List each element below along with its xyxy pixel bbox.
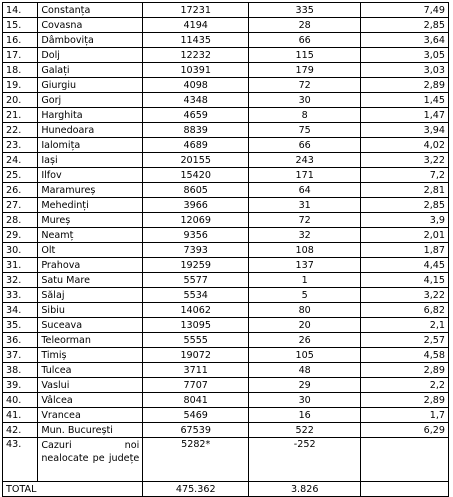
- new-cases-cell: 64: [249, 183, 361, 198]
- new-cases-cell: 108: [249, 243, 361, 258]
- county-name: Dolj: [38, 48, 143, 63]
- row-number: 35.: [3, 318, 38, 333]
- table-row: [3, 393, 449, 408]
- cases-cell: 9356: [143, 228, 249, 243]
- row-number: 15.: [3, 18, 38, 33]
- county-name: Prahova: [38, 258, 143, 273]
- new-cases-cell: 31: [249, 198, 361, 213]
- county-name: Constanța: [38, 3, 143, 18]
- rate-cell: 2,2: [361, 378, 449, 393]
- total-rate-cell: [361, 482, 449, 497]
- table-row: [3, 153, 449, 168]
- row-number: 36.: [3, 333, 38, 348]
- new-cases-cell: 29: [249, 378, 361, 393]
- cases-cell: 4689: [143, 138, 249, 153]
- total-cases-cell: 475.362: [143, 482, 249, 497]
- new-cases-cell: 30: [249, 93, 361, 108]
- county-name: Mehedinți: [38, 198, 143, 213]
- new-cases-cell: 20: [249, 318, 361, 333]
- table-row: [3, 198, 449, 213]
- county-name: Ilfov: [38, 168, 143, 183]
- rate-cell: 2,1: [361, 318, 449, 333]
- new-cases-cell: -252: [249, 438, 361, 482]
- new-cases-cell: 32: [249, 228, 361, 243]
- row-number: 39.: [3, 378, 38, 393]
- cases-cell: 7707: [143, 378, 249, 393]
- row-number: 27.: [3, 198, 38, 213]
- county-name: Tulcea: [38, 363, 143, 378]
- rate-cell: 2,89: [361, 393, 449, 408]
- county-name: Neamț: [38, 228, 143, 243]
- new-cases-cell: 137: [249, 258, 361, 273]
- new-cases-cell: 105: [249, 348, 361, 363]
- table-row: [3, 108, 449, 123]
- new-cases-cell: 72: [249, 213, 361, 228]
- county-cases-table: [2, 2, 449, 497]
- table-row: [3, 408, 449, 423]
- new-cases-cell: 5: [249, 288, 361, 303]
- county-name: Olt: [38, 243, 143, 258]
- county-name: Sibiu: [38, 303, 143, 318]
- cases-cell: 8041: [143, 393, 249, 408]
- row-number: 24.: [3, 153, 38, 168]
- rate-cell: 2,89: [361, 363, 449, 378]
- row-number: 31.: [3, 258, 38, 273]
- new-cases-cell: 171: [249, 168, 361, 183]
- row-number: 43.: [3, 438, 38, 482]
- rate-cell: 3,22: [361, 153, 449, 168]
- new-cases-cell: 1: [249, 273, 361, 288]
- cases-cell: 12069: [143, 213, 249, 228]
- cases-cell: 19072: [143, 348, 249, 363]
- rate-cell: 7,49: [361, 3, 449, 18]
- table-body: [3, 3, 449, 497]
- row-number: 42.: [3, 423, 38, 438]
- county-name: Cazuri noi nealocate pe județe: [38, 438, 143, 482]
- cases-cell: 7393: [143, 243, 249, 258]
- row-number: 32.: [3, 273, 38, 288]
- table-row: [3, 48, 449, 63]
- county-name: Maramureș: [38, 183, 143, 198]
- row-number: 40.: [3, 393, 38, 408]
- row-number: 34.: [3, 303, 38, 318]
- new-cases-cell: 48: [249, 363, 361, 378]
- rate-cell: 2,57: [361, 333, 449, 348]
- table-row: [3, 63, 449, 78]
- county-name: Hunedoara: [38, 123, 143, 138]
- rate-cell: 2,81: [361, 183, 449, 198]
- rate-cell: 6,82: [361, 303, 449, 318]
- table-row: [3, 273, 449, 288]
- rate-cell: 4,02: [361, 138, 449, 153]
- cases-cell: 4348: [143, 93, 249, 108]
- row-number: 38.: [3, 363, 38, 378]
- table-row-unallocated: [3, 438, 449, 482]
- table-row: [3, 93, 449, 108]
- total-new-cell: 3.826: [249, 482, 361, 497]
- cases-cell: 4098: [143, 78, 249, 93]
- cases-cell: 5282*: [143, 438, 249, 482]
- rate-cell: 3,94: [361, 123, 449, 138]
- cases-cell: 12232: [143, 48, 249, 63]
- row-number: 16.: [3, 33, 38, 48]
- new-cases-cell: 16: [249, 408, 361, 423]
- new-cases-cell: 243: [249, 153, 361, 168]
- county-name: Harghita: [38, 108, 143, 123]
- row-number: 37.: [3, 348, 38, 363]
- table-row: [3, 288, 449, 303]
- row-number: 41.: [3, 408, 38, 423]
- table-row: [3, 243, 449, 258]
- new-cases-cell: 8: [249, 108, 361, 123]
- table-row: [3, 378, 449, 393]
- row-number: 26.: [3, 183, 38, 198]
- county-name: Gorj: [38, 93, 143, 108]
- row-number: 33.: [3, 288, 38, 303]
- cases-cell: 15420: [143, 168, 249, 183]
- cases-cell: 19259: [143, 258, 249, 273]
- table-row: [3, 183, 449, 198]
- table-row: [3, 363, 449, 378]
- county-name: Vâlcea: [38, 393, 143, 408]
- rate-cell: 6,29: [361, 423, 449, 438]
- new-cases-cell: 115: [249, 48, 361, 63]
- table-row-total: [3, 482, 449, 497]
- table-row: [3, 318, 449, 333]
- new-cases-cell: 66: [249, 33, 361, 48]
- cases-cell: 5534: [143, 288, 249, 303]
- rate-cell: 3,9: [361, 213, 449, 228]
- rate-cell: 3,64: [361, 33, 449, 48]
- county-name: Galați: [38, 63, 143, 78]
- cases-cell: 3711: [143, 363, 249, 378]
- new-cases-cell: 522: [249, 423, 361, 438]
- cases-cell: 8605: [143, 183, 249, 198]
- rate-cell: 4,45: [361, 258, 449, 273]
- row-number: 30.: [3, 243, 38, 258]
- row-number: 14.: [3, 3, 38, 18]
- new-cases-cell: 335: [249, 3, 361, 18]
- county-name: Dâmbovița: [38, 33, 143, 48]
- county-name: Teleorman: [38, 333, 143, 348]
- county-name: Timiș: [38, 348, 143, 363]
- cases-cell: 20155: [143, 153, 249, 168]
- row-number: 18.: [3, 63, 38, 78]
- row-number: 23.: [3, 138, 38, 153]
- new-cases-cell: 72: [249, 78, 361, 93]
- new-cases-cell: 179: [249, 63, 361, 78]
- county-name: Vaslui: [38, 378, 143, 393]
- row-number: 25.: [3, 168, 38, 183]
- cases-cell: 67539: [143, 423, 249, 438]
- county-name: Satu Mare: [38, 273, 143, 288]
- new-cases-cell: 75: [249, 123, 361, 138]
- row-number: 22.: [3, 123, 38, 138]
- row-number: 21.: [3, 108, 38, 123]
- rate-cell: 4,58: [361, 348, 449, 363]
- county-name: Sălaj: [38, 288, 143, 303]
- table-row: [3, 213, 449, 228]
- table-row: [3, 123, 449, 138]
- cases-cell: 8839: [143, 123, 249, 138]
- rate-cell: 7,2: [361, 168, 449, 183]
- rate-cell: 3,22: [361, 288, 449, 303]
- table-row: [3, 168, 449, 183]
- county-name: Mun. București: [38, 423, 143, 438]
- table-row: [3, 138, 449, 153]
- rate-cell: 2,89: [361, 78, 449, 93]
- cases-cell: 10391: [143, 63, 249, 78]
- table-row: [3, 423, 449, 438]
- new-cases-cell: 28: [249, 18, 361, 33]
- rate-cell: 1,45: [361, 93, 449, 108]
- table-row: [3, 33, 449, 48]
- rate-cell: 1,47: [361, 108, 449, 123]
- cases-cell: 4194: [143, 18, 249, 33]
- county-name: Giurgiu: [38, 78, 143, 93]
- table-row: [3, 18, 449, 33]
- rate-cell: 2,85: [361, 198, 449, 213]
- table-row: [3, 228, 449, 243]
- county-name: Vrancea: [38, 408, 143, 423]
- rate-cell: 2,85: [361, 18, 449, 33]
- rate-cell: 1,87: [361, 243, 449, 258]
- table-row: [3, 333, 449, 348]
- total-label: TOTAL: [3, 482, 143, 497]
- row-number: 19.: [3, 78, 38, 93]
- row-number: 28.: [3, 213, 38, 228]
- table-row: [3, 303, 449, 318]
- rate-cell: [361, 438, 449, 482]
- table-row: [3, 258, 449, 273]
- cases-cell: 11435: [143, 33, 249, 48]
- cases-cell: 13095: [143, 318, 249, 333]
- cases-cell: 5577: [143, 273, 249, 288]
- county-name: Mureș: [38, 213, 143, 228]
- cases-cell: 5555: [143, 333, 249, 348]
- rate-cell: 1,7: [361, 408, 449, 423]
- table-row: [3, 78, 449, 93]
- rate-cell: 3,05: [361, 48, 449, 63]
- county-name: Ialomița: [38, 138, 143, 153]
- cases-cell: 14062: [143, 303, 249, 318]
- new-cases-cell: 66: [249, 138, 361, 153]
- table-wrapper: [2, 2, 449, 497]
- rate-cell: 3,03: [361, 63, 449, 78]
- table-row: [3, 348, 449, 363]
- county-name: Iași: [38, 153, 143, 168]
- row-number: 29.: [3, 228, 38, 243]
- county-name: Covasna: [38, 18, 143, 33]
- new-cases-cell: 30: [249, 393, 361, 408]
- rate-cell: 4,15: [361, 273, 449, 288]
- table-row: [3, 3, 449, 18]
- new-cases-cell: 80: [249, 303, 361, 318]
- cases-cell: 3966: [143, 198, 249, 213]
- county-name: Suceava: [38, 318, 143, 333]
- row-number: 17.: [3, 48, 38, 63]
- cases-cell: 5469: [143, 408, 249, 423]
- new-cases-cell: 26: [249, 333, 361, 348]
- rate-cell: 2,01: [361, 228, 449, 243]
- cases-cell: 17231: [143, 3, 249, 18]
- cases-cell: 4659: [143, 108, 249, 123]
- row-number: 20.: [3, 93, 38, 108]
